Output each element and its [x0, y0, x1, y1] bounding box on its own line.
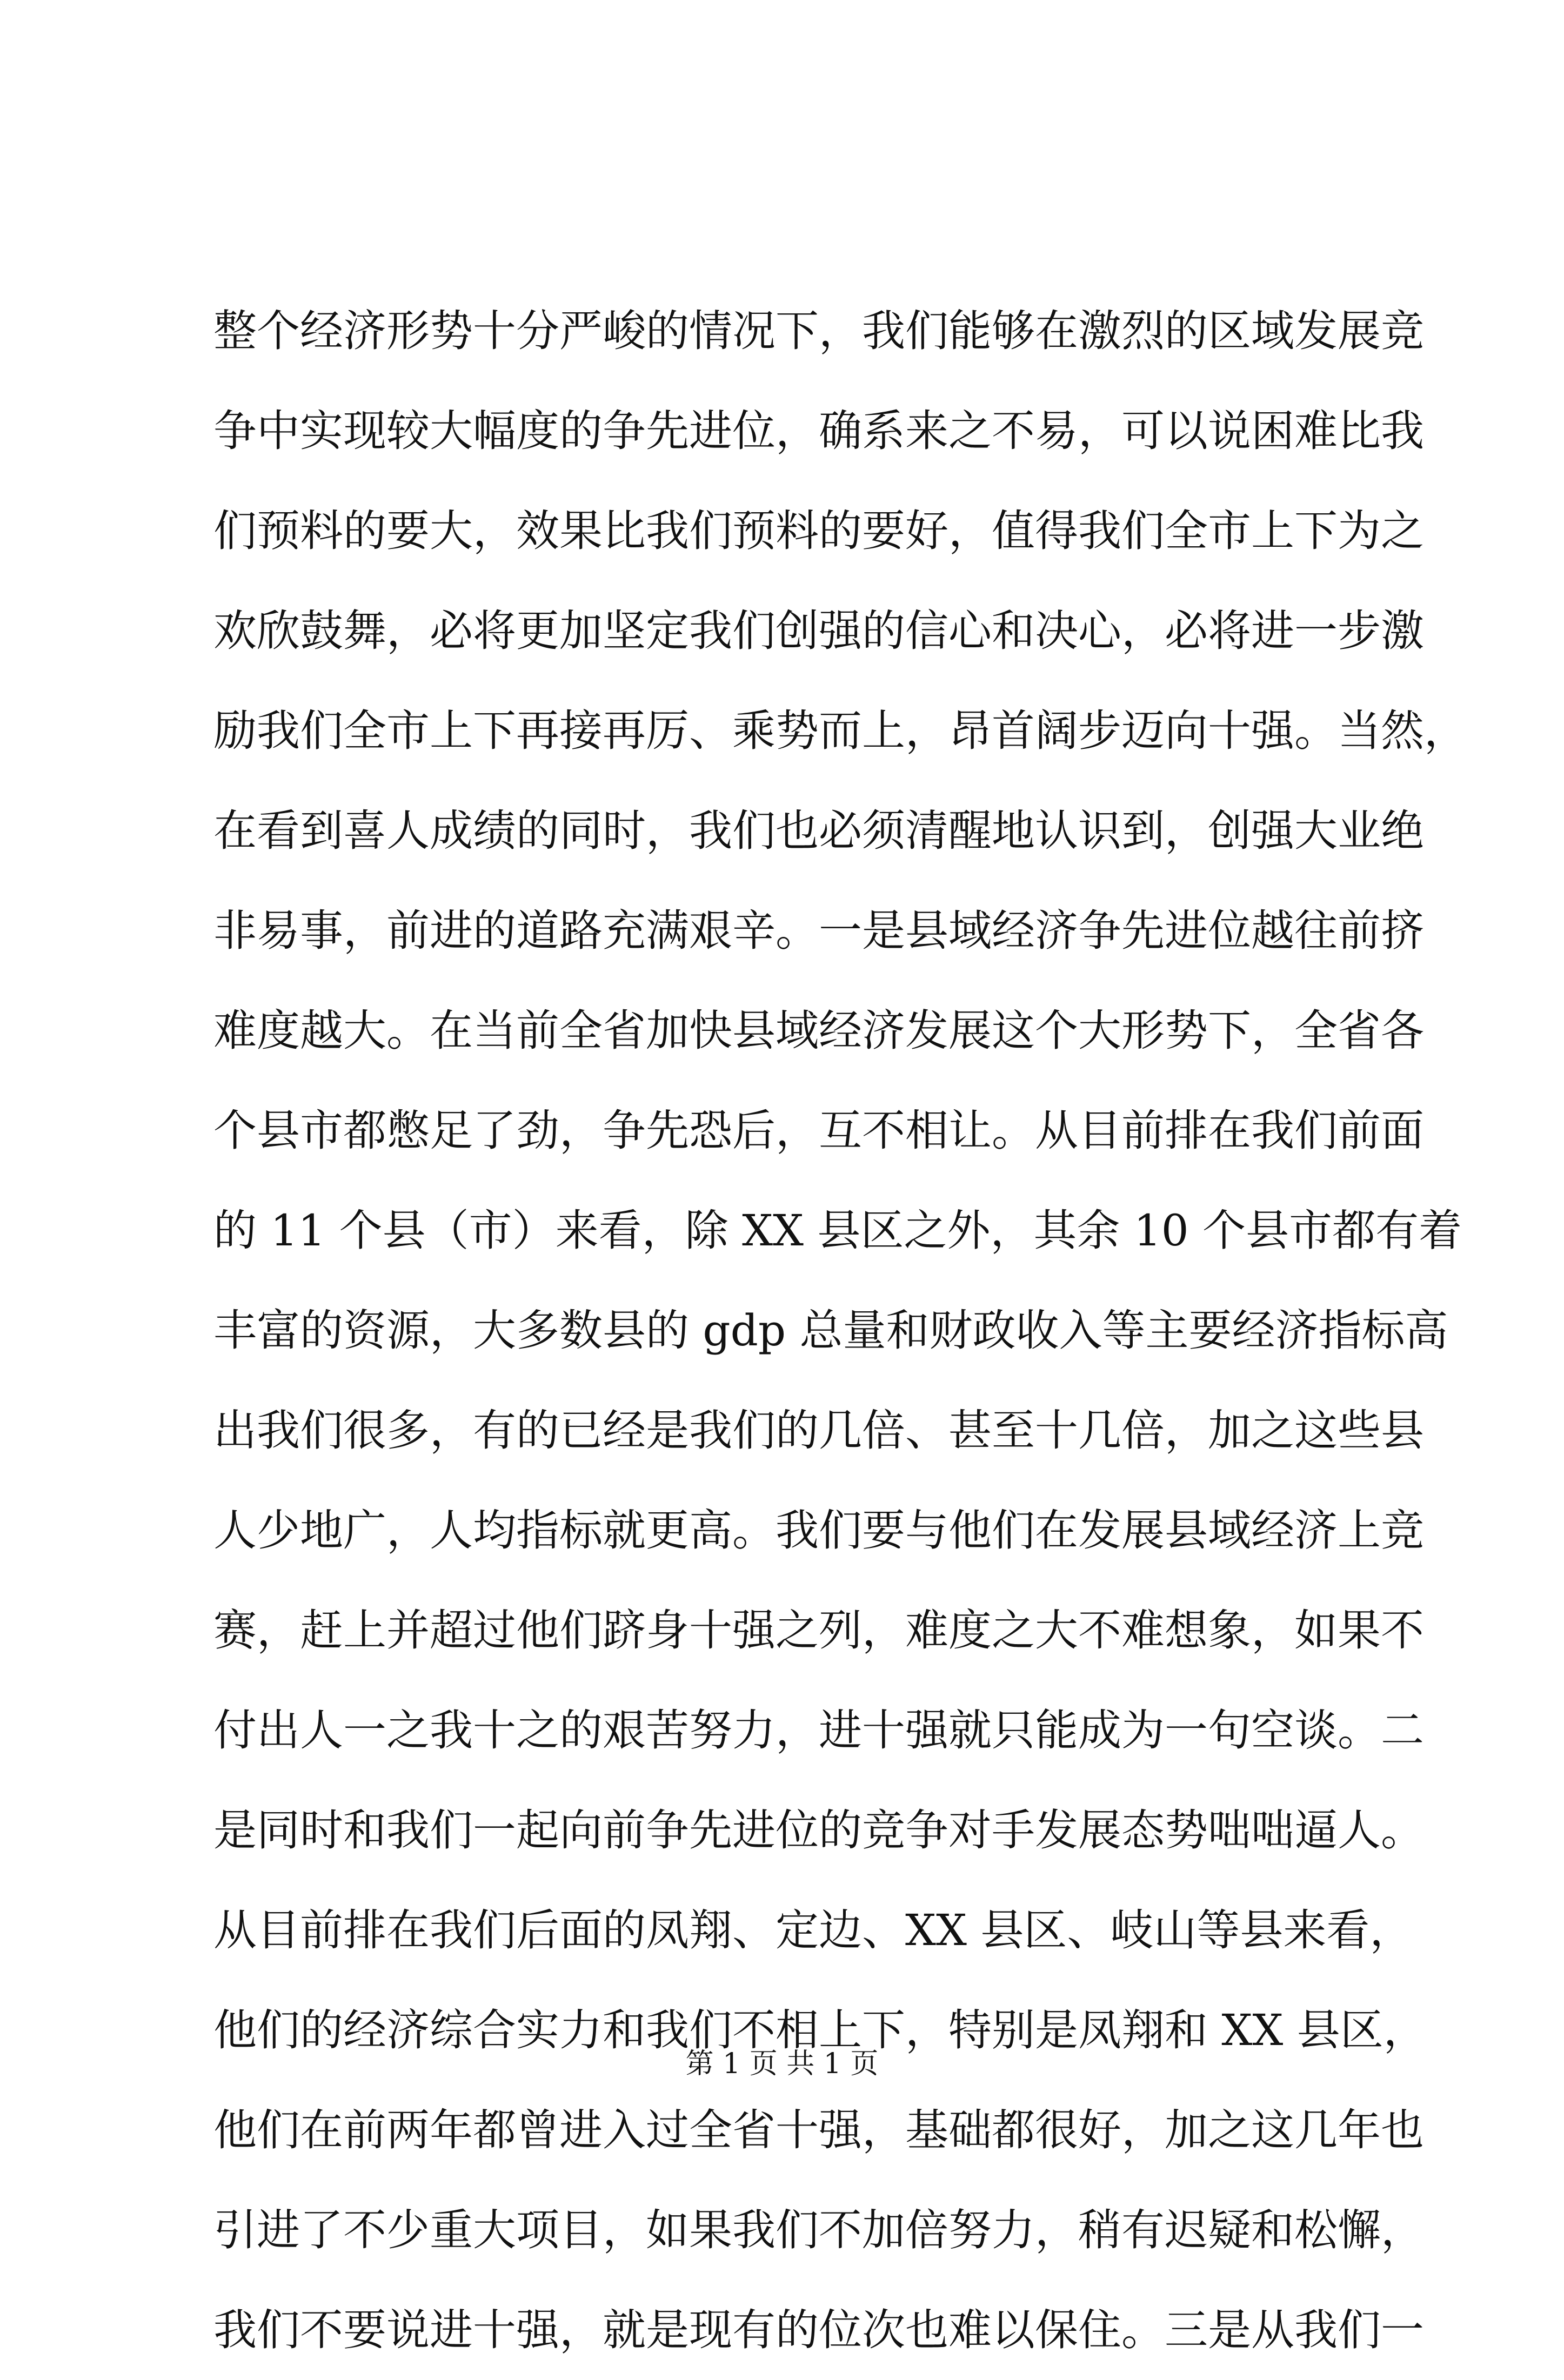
text-line: 的 11 个县（市）来看，除 XX 县区之外，其余 10 个县市都有着	[213, 1205, 1462, 1256]
text-line: 整个经济形势十分严峻的情况下，我们能够在激烈的区域发展竞	[213, 306, 1424, 356]
text-line: 励我们全市上下再接再厉、乘势而上，昂首阔步迈向十强。当然，	[213, 706, 1467, 756]
text-line: 在看到喜人成绩的同时，我们也必须清醒地认识到，创强大业绝	[213, 806, 1424, 856]
text-line: 们预料的要大，效果比我们预料的要好，值得我们全市上下为之	[213, 506, 1424, 556]
text-line: 难度越大。在当前全省加快县域经济发展这个大形势下，全省各	[213, 1005, 1424, 1056]
text-line: 是同时和我们一起向前争先进位的竞争对手发展态势咄咄逼人。	[213, 1805, 1424, 1855]
text-line: 欢欣鼓舞，必将更加坚定我们创强的信心和决心，必将进一步激	[213, 606, 1424, 656]
text-line: 个县市都憋足了劲，争先恐后，互不相让。从目前排在我们前面	[213, 1105, 1424, 1156]
text-line: 丰富的资源，大多数县的 gdp 总量和财政收入等主要经济指标高	[213, 1305, 1448, 1356]
text-line: 争中实现较大幅度的争先进位，确系来之不易，可以说困难比我	[213, 406, 1424, 456]
text-line: 非易事，前进的道路充满艰辛。一是县域经济争先进位越往前挤	[213, 906, 1424, 956]
text-line: 引进了不少重大项目，如果我们不加倍努力，稍有迟疑和松懈，	[213, 2205, 1424, 2255]
text-line: 他们的经济综合实力和我们不相上下，特别是凤翔和 XX 县区，	[213, 2005, 1427, 2055]
page-footer: 第 1 页 共 1 页	[685, 2048, 879, 2080]
text-line: 赛，赶上并超过他们跻身十强之列，难度之大不难想象，如果不	[213, 1605, 1424, 1655]
text-line: 出我们很多，有的已经是我们的几倍、甚至十几倍，加之这些县	[213, 1405, 1424, 1456]
text-line: 他们在前两年都曾进入过全省十强，基础都很好，加之这几年也	[213, 2105, 1424, 2155]
text-line: 我们不要说进十强，就是现有的位次也难以保住。三是从我们一	[213, 2305, 1424, 2355]
text-line: 付出人一之我十之的艰苦努力，进十强就只能成为一句空谈。二	[213, 1705, 1424, 1755]
text-line: 人少地广，人均指标就更高。我们要与他们在发展县域经济上竞	[213, 1505, 1424, 1556]
text-line: 从目前排在我们后面的凤翔、定边、XX 县区、岐山等县来看，	[213, 1905, 1413, 1955]
